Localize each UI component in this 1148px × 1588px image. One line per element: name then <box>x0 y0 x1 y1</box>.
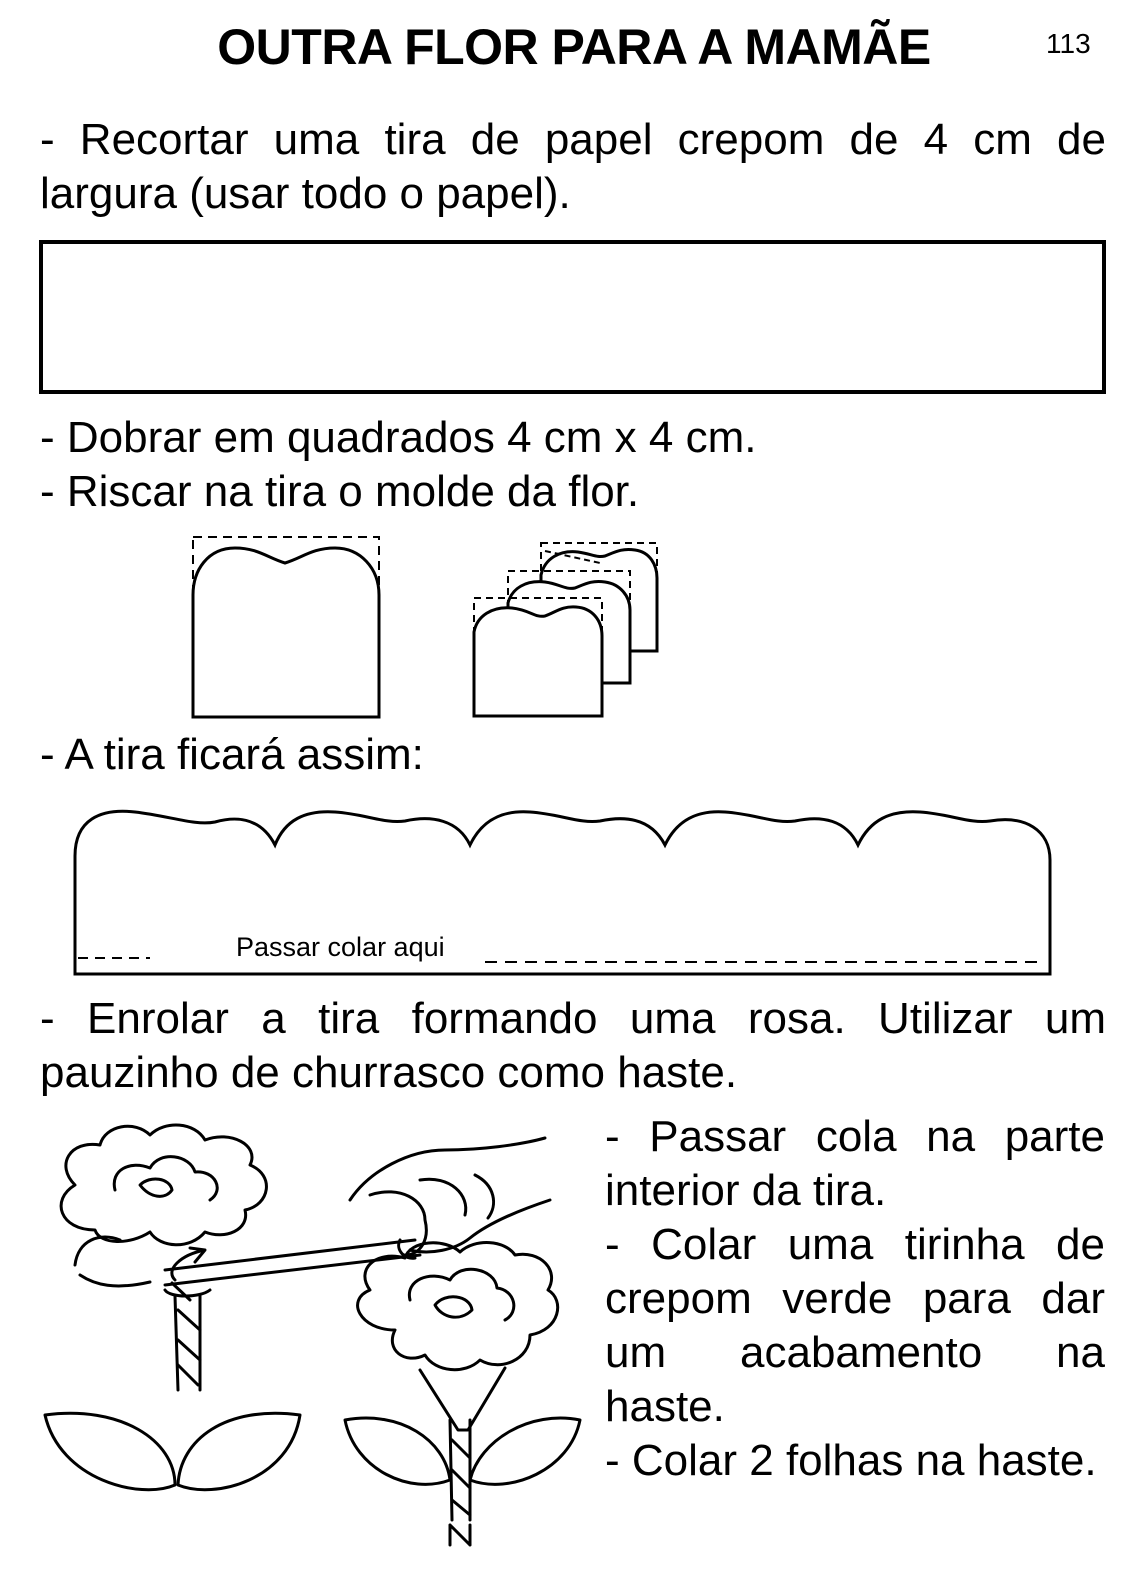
step-green-line-2: crepom verde para dar <box>605 1274 1105 1323</box>
rolled-rose-drawing <box>61 1125 420 1390</box>
step-result: - A tira ficará assim: <box>40 730 424 779</box>
step-cut-line-2: largura (usar todo o papel). <box>40 169 571 218</box>
step-leaves: - Colar 2 folhas na haste. <box>605 1436 1097 1485</box>
glue-area-label: Passar colar aqui <box>236 932 445 962</box>
loose-leaves-drawing <box>45 1413 300 1489</box>
hand-drawing <box>350 1138 550 1258</box>
step-cut-line-1: - Recortar uma tira de papel crepom de 4 cm de <box>40 115 1106 164</box>
page-title: OUTRA FLOR PARA A MAMÃE <box>217 19 931 75</box>
step-roll-line-2: pauzinho de churrasco como haste. <box>40 1048 738 1097</box>
step-fold: - Dobrar em quadrados 4 cm x 4 cm. <box>40 413 757 462</box>
step-glue-line-1: - Passar cola na parte <box>605 1112 1105 1161</box>
step-trace: - Riscar na tira o molde da flor. <box>40 467 640 516</box>
step-roll-line-1: - Enrolar a tira formando uma rosa. Utilizar um <box>40 994 1106 1043</box>
step-green-line-4: haste. <box>605 1382 725 1431</box>
step-green-line-1: - Colar uma tirinha de <box>605 1220 1105 1269</box>
step-glue-line-2: interior da tira. <box>605 1166 887 1215</box>
page-number: 113 <box>1046 28 1091 59</box>
step-green-line-3: um acabamento na <box>605 1328 1105 1377</box>
finished-rose-drawing <box>345 1243 580 1545</box>
